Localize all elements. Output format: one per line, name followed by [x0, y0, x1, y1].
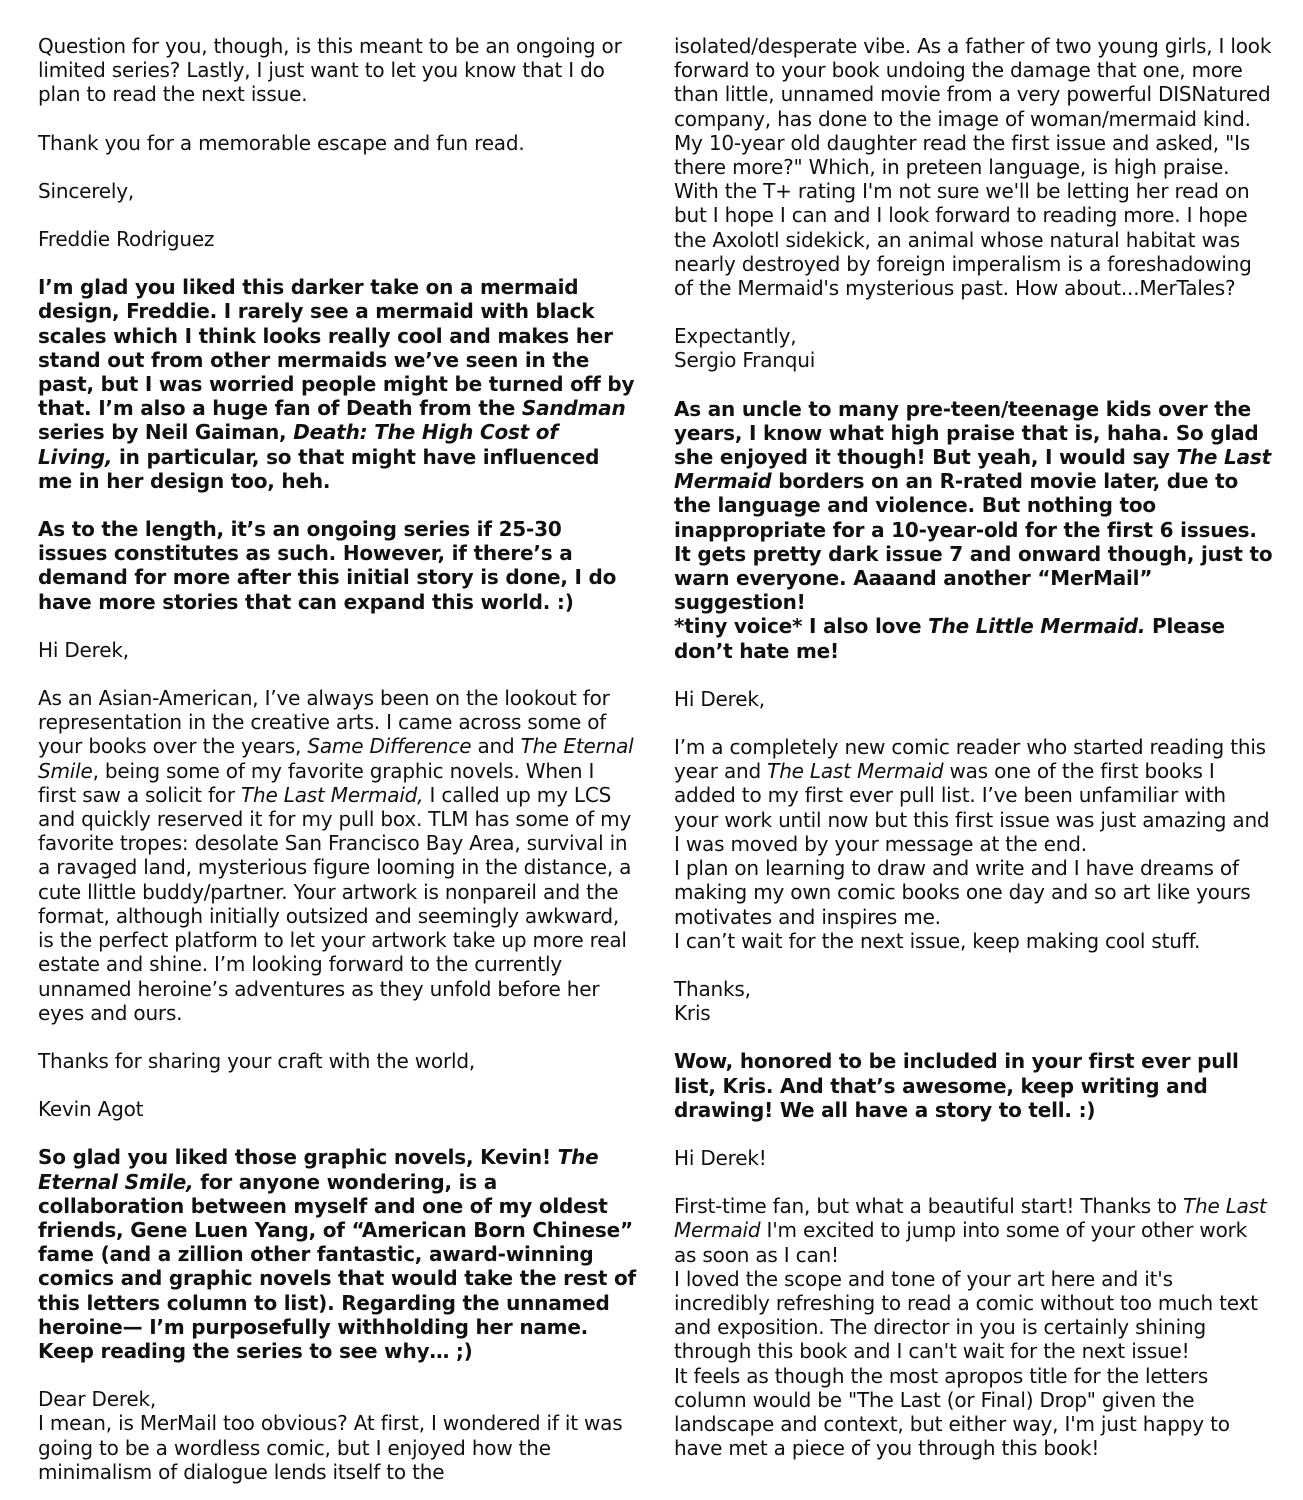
letter-greeting: Dear Derek,: [38, 1387, 157, 1412]
letter-text: I'm excited to jump into some of your other work as soon as I can!: [674, 1218, 1248, 1267]
letter-signature: Sergio Franqui: [674, 348, 816, 373]
editor-reply: [38, 275, 636, 493]
reply-title: The Little Mermaid.: [928, 614, 1146, 639]
letter-closing: Thanks for sharing your craft with the world,: [38, 1048, 475, 1073]
letter-text: I loved the scope and tone of your art here and it's incredibly refreshing to read a comic without too much text and exposition. The director in you is certainly shining through this book and I can't wait for the next issue!: [674, 1266, 1258, 1364]
letter-greeting: Hi Derek,: [38, 637, 129, 662]
letter-text: , being some of my favorite graphic novels. When I first saw a solicit for: [38, 758, 595, 807]
reply-text: for anyone wondering, is a collaboration between myself and one of my oldest friends, Gene Luen Yang, of “American Born Chinese” fame (and a zillion other fantastic, award-winning comics and graphic novels that would take the rest of this letters column to list). Regarding the unnamed heroine— I’m purposefully withholding her name. Keep reading the series to see why… ;): [38, 1169, 637, 1363]
letter-paragraph: isolated/desperate vibe. As a father of two young girls, I look forward to your book undoing the damage that one, more than little, unnamed movie from a very powerful DISNatured company, has done to the image of woman/mermaid kind. My 10-year old daughter read the first issue and asked, "Is there more?" Which, in preteen language, is high praise. With the T+ rating I'm not sure we'll be letting her read on but I hope I can and I look forward to reading more. I hope the Axolotl sidekick, an animal whose natural habitat was nearly destroyed by foreign imperalism is a foreshadowing of the Mermaid's mysterious past. How about...MerTales?: [674, 34, 1272, 301]
letter-paragraph: I mean, is MerMail too obvious? At first, I wondered if it was going to be a wordless comic, but I enjoyed how the minimalism of dialogue lends itself to the: [38, 1411, 623, 1484]
reply-title: The Last Mermaid: [674, 445, 1271, 494]
letter-text: It feels as though the most apropos title for the letters column would be "The Last (or Final) Drop" given the landscape and context, but either way, I'm just happy to have met a piece of you through this book!: [674, 1363, 1230, 1461]
editor-reply: Wow, honored to be included in your first ever pull list, Kris. And that’s awesome, keep writing and drawing! We all have a story to tell. :): [674, 1049, 1239, 1122]
letter-signature: Kris: [674, 1001, 711, 1026]
left-column: [38, 34, 636, 1484]
reply-text: Please don’t hate me!: [674, 614, 1225, 663]
editor-reply: [674, 397, 1274, 663]
book-title: The Eternal Smile: [38, 734, 634, 783]
reply-text: So glad you liked those graphic novels, Kevin!: [38, 1145, 558, 1170]
letter-text: and: [471, 734, 521, 759]
letter-closing: Sincerely,: [38, 178, 135, 203]
letter-text: First-time fan, but what a beautiful start! Thanks to: [674, 1194, 1183, 1219]
letter-text: was one of the first books I added to my first ever pull list. I’ve been unfamiliar with your work until now but this first issue was just amazing and I was moved by your message at the end.: [674, 759, 1270, 856]
reply-title: Sandman: [521, 396, 626, 421]
reply-title: The Eternal Smile,: [38, 1145, 599, 1194]
letter-text: I plan on learning to draw and write and I have dreams of making my own comic books one day and so art like yours motivates and inspires me.: [674, 856, 1251, 929]
reply-title: Death: The High Cost of Living,: [38, 420, 558, 469]
reply-text: As an uncle to many pre-teen/teenage kids over the years, I know what high praise that is, haha. So glad she enjoyed it though! But yeah, I would say: [674, 396, 1259, 470]
letter-closing: Thanks,: [674, 976, 751, 1001]
book-title: The Last Mermaid: [674, 1194, 1267, 1243]
letter-paragraph: Thank you for a memorable escape and fun read.: [38, 130, 525, 155]
book-title: The Last Mermaid,: [241, 782, 424, 807]
reply-text: in particular, so that might have influenced me in her design too, heh.: [38, 444, 600, 493]
letter-text: I can’t wait for the next issue, keep making cool stuff.: [674, 928, 1201, 953]
letter-paragraph: Question for you, though, is this meant to be an ongoing or limited series? Lastly, I just want to let you know that I do plan to read the next issue.: [38, 34, 622, 107]
letter-paragraph: [674, 735, 1274, 953]
reply-text: series by Neil Gaiman,: [38, 420, 294, 445]
editor-reply: As to the length, it’s an ongoing series if 25-30 issues constitutes as such. However, if there’s a demand for more after this initial story is done, I do have more stories that can expand this world. :): [38, 517, 617, 614]
letter-text: As an Asian-American, I’ve always been on the lookout for representation in the creative arts. I came across some of your books over the years,: [38, 686, 610, 759]
right-column: [674, 34, 1274, 1460]
letter-greeting: Hi Derek!: [674, 1145, 767, 1170]
letter-greeting: Hi Derek,: [674, 686, 765, 711]
letter-paragraph: [674, 1194, 1274, 1460]
book-title: The Last Mermaid: [767, 759, 944, 784]
letter-text: I called up my LCS and quickly reserved it for my pull box. TLM has some of my favorite tropes: desolate San Francisco Bay Area, survival in a ravaged land, mysterious figure looming in the distance, a cute llittle buddy/partner. Your artwork is nonpareil and the format, although initially outsized and seemingly awkward, is the perfect platform to let your artwork take up more real estate and shine. I’m looking forward to the currently unnamed heroine’s adventures as they unfold before her eyes and ours.: [38, 782, 632, 1025]
letter-paragraph: [38, 686, 636, 1025]
editor-reply: [38, 1145, 636, 1363]
letter-signature: Kevin Agot: [38, 1097, 144, 1122]
book-title: Same Difference: [307, 734, 472, 759]
reply-text: *tiny voice* I also love: [674, 614, 929, 639]
letter-text: I’m a completely new comic reader who started reading this year and: [674, 735, 1266, 784]
letter-closing: Expectantly,: [674, 324, 797, 349]
reply-text: borders on an R-rated movie later, due to the language and violence. But nothing too inappropriate for a 10-year-old for the first 6 issues. It gets pretty dark issue 7 and onward though, just to warn everyone. Aaaand another “MerMail” suggestion!: [674, 469, 1273, 615]
reply-text: I’m glad you liked this darker take on a mermaid design, Freddie. I rarely see a mermaid with black scales which I think looks really cool and makes her stand out from other mermaids we’ve seen in the past, but I was worried people might be turned off by that. I’m also a huge fan of Death from the: [38, 275, 635, 421]
letter-signature: Freddie Rodriguez: [38, 227, 215, 252]
